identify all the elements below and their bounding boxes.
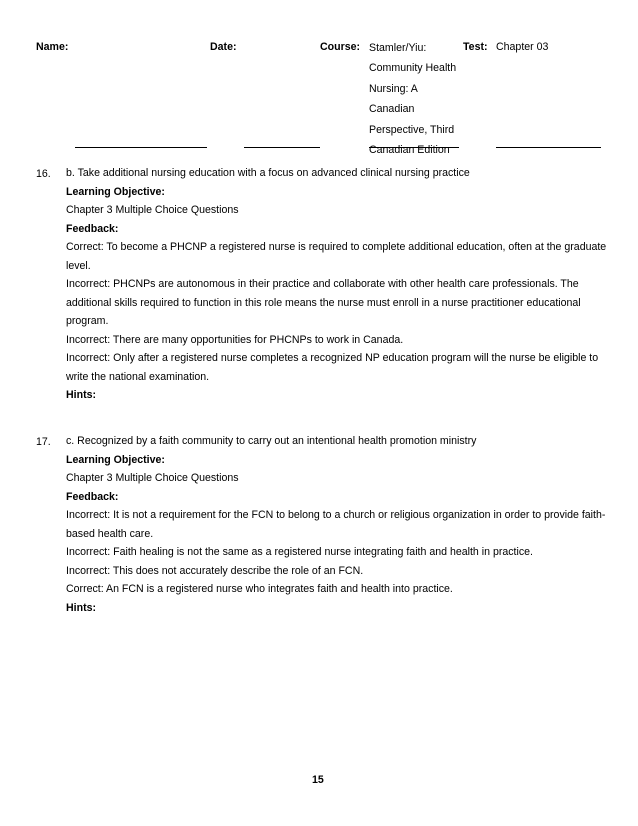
feedback-label: Feedback: — [66, 222, 119, 235]
test-underline — [496, 147, 601, 148]
feedback-line: Incorrect: Only after a registered nurse completes a recognized NP education program will the nurse be eligible to — [66, 352, 599, 364]
feedback-line: Incorrect: There are many opportunities for PHCNPs to work in Canada. — [66, 333, 404, 346]
course-underline — [369, 147, 459, 148]
feedback-label: Feedback: — [66, 490, 119, 503]
test-label: Test: — [463, 41, 488, 53]
feedback-line: Incorrect: This does not accurately describe the role of an FCN. — [66, 564, 364, 577]
course-line: Canadian — [369, 103, 415, 116]
course-line: Stamler/Yiu: — [369, 42, 427, 54]
learning-objective-label: Learning Objective: — [66, 185, 165, 198]
learning-objective-label: Learning Objective: — [66, 453, 165, 466]
name-underline — [75, 147, 207, 148]
course-line: Community Health — [369, 62, 457, 75]
feedback-line: Correct: To become a PHCNP a registered nurse is required to complete additional education, often at the graduate — [66, 241, 607, 253]
answer-text: b. Take additional nursing education with a focus on advanced clinical nursing practice — [66, 167, 470, 179]
answer-text: c. Recognized by a faith community to carry out an intentional health promotion ministry — [66, 435, 477, 447]
feedback-line: based health care. — [66, 527, 154, 540]
feedback-line: level. — [66, 259, 91, 272]
learning-objective-text: Chapter 3 Multiple Choice Questions — [66, 204, 239, 216]
course-line: Nursing: A — [369, 82, 418, 95]
feedback-line: Correct: An FCN is a registered nurse who integrates faith and health into practice. — [66, 583, 453, 595]
page-number: 15 — [312, 774, 324, 786]
course-line: Perspective, Third — [369, 123, 455, 136]
question-block — [66, 164, 606, 405]
feedback-line: write the national examination. — [66, 370, 210, 383]
hints-label: Hints: — [66, 389, 97, 401]
learning-objective-text: Chapter 3 Multiple Choice Questions — [66, 472, 239, 484]
course-line: Canadian Edition — [369, 144, 450, 157]
feedback-line: program. — [66, 315, 109, 327]
course-label: Course: — [320, 41, 361, 53]
hints-label: Hints: — [66, 601, 97, 614]
course-value — [369, 38, 456, 160]
question-number: 17. — [36, 436, 51, 448]
name-label: Name: — [36, 41, 69, 53]
feedback-line: Incorrect: PHCNPs are autonomous in their practice and collaborate with other health care professionals. The — [66, 278, 579, 290]
question-block — [66, 432, 605, 617]
question-number: 16. — [36, 168, 51, 180]
feedback-line: Incorrect: Faith healing is not the same as a registered nurse integrating faith and health in practice. — [66, 546, 533, 558]
test-value: Chapter 03 — [496, 41, 549, 53]
date-label: Date: — [210, 41, 237, 53]
feedback-line: Incorrect: It is not a requirement for the FCN to belong to a church or religious organization in order to provide faith- — [66, 509, 606, 521]
feedback-line: additional skills required to function in this role means the nurse must enroll in a nurse practitioner educational — [66, 296, 581, 309]
date-underline — [244, 147, 320, 148]
